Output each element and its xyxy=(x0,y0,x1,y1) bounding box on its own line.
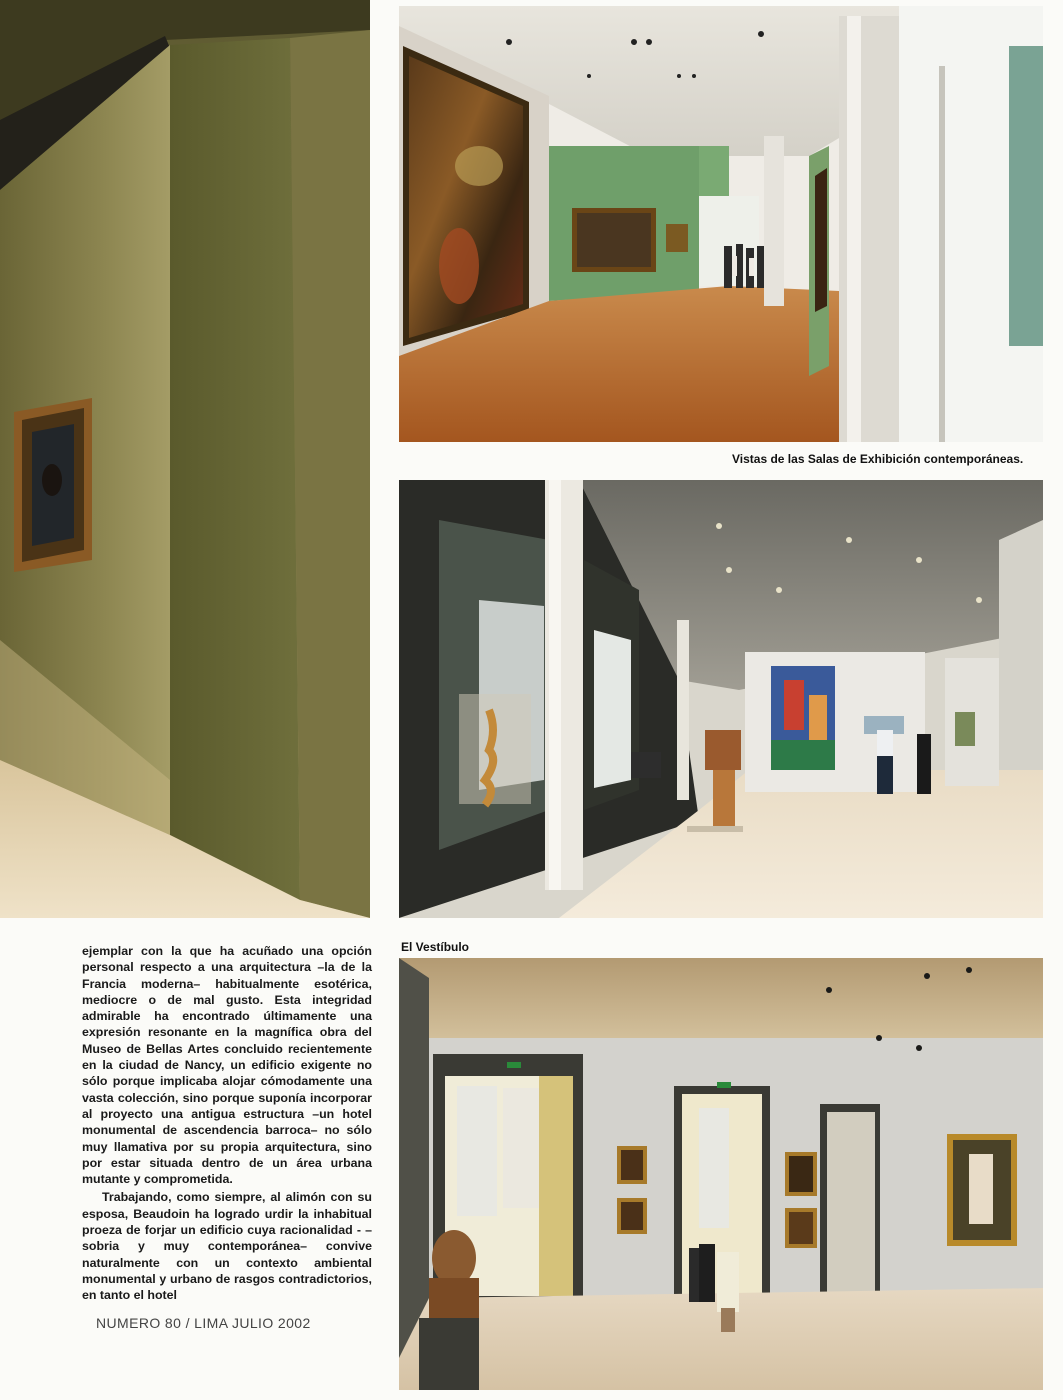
caption-salas: Vistas de las Salas de Exhibición contemporáneas. xyxy=(732,452,1024,466)
photo-glass-gallery xyxy=(399,480,1043,918)
paragraph-2: Trabajando, como siempre, al alimón con su esposa, Beaudoin ha logrado urdir la inhabitual proeza de forjar un edificio cuya racionalidad - –sobria y muy contemporánea– convive naturalmente con un contexto ambiental monumental y urbano de rasgos contradictorios, en tanto el hotel xyxy=(82,1190,372,1303)
article-body xyxy=(82,943,372,1304)
photo-vestibule xyxy=(399,958,1043,1390)
caption-vestibulo: El Vestíbulo xyxy=(401,940,470,954)
photo-left-corridor xyxy=(0,0,370,918)
photo-green-gallery xyxy=(399,6,1043,442)
issue-footer: NUMERO 80 / LIMA JULIO 2002 xyxy=(96,1315,311,1331)
paragraph-1: ejemplar con la que ha acuñado una opción personal respecto a una arquitectura –la de la Francia moderna– habitualmente esotérica, mediocre o de mal gusto. Esta integridad admirable ha encontrado últimamente una expresión resonante en la magnífica obra del Museo de Bellas Artes concluido recientemente en la ciudad de Nancy, un edificio exigente no sólo porque implicaba alojar cómodamente una vasta colección, sino porque suponía incorporar al proyecto una antigua estructura –un hotel monumental de ascendencia barroca– no sólo muy llamativa por su propia arquitectura, sino por estar situada dentro de un área urbana mutante y comprometida. xyxy=(82,944,372,1187)
